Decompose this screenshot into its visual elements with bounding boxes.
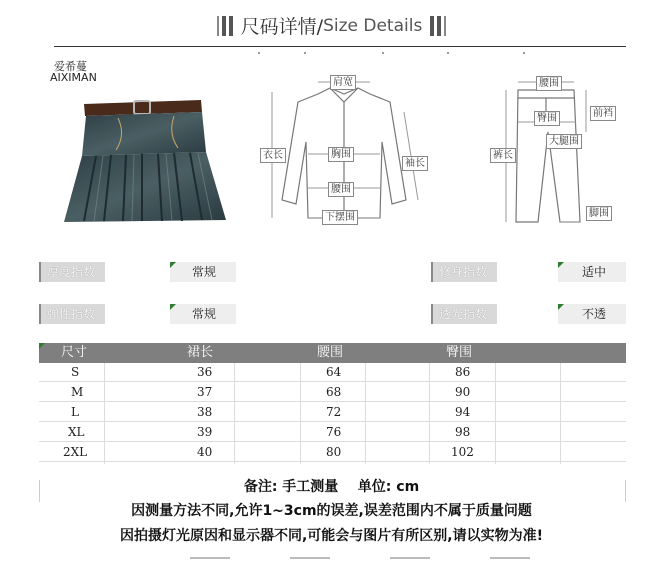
cell-waist: 76 <box>326 425 342 439</box>
shirt-label-waist: 腰围 <box>328 182 354 197</box>
cell-hip: 86 <box>455 365 471 379</box>
table-row <box>39 403 626 422</box>
index-thickness-value-box <box>170 262 236 282</box>
pants-label-hem: 脚围 <box>586 206 612 221</box>
title-bars-right-icon <box>430 16 446 36</box>
cell-hip: 98 <box>455 425 471 439</box>
header-size: 尺寸 <box>61 345 88 360</box>
shirt-label-shoulder: 肩宽 <box>330 75 356 90</box>
shirt-label-chest: 胸围 <box>328 147 354 162</box>
table-row <box>39 443 626 462</box>
pants-label-hip: 臀围 <box>534 111 560 126</box>
pants-label-length: 裤长 <box>490 148 516 163</box>
cell-waist: 64 <box>326 365 342 379</box>
shirt-measurement-diagram <box>258 72 433 230</box>
table-row <box>39 363 626 382</box>
index-transparency-label: 透光指数 <box>439 307 488 321</box>
header-waist: 腰围 <box>317 345 344 360</box>
index-fit <box>431 262 497 282</box>
brand-name-en: AIXIMAN <box>50 71 97 84</box>
title-bars-left-icon <box>217 16 233 36</box>
cell-hip: 90 <box>455 385 471 399</box>
note-color-disclaimer: 因拍摄灯光原因和显示器不同,可能会与图片有所区别,请以实物为准! <box>119 528 544 544</box>
index-elasticity <box>39 304 105 324</box>
index-transparency-value: 不透 <box>582 307 607 321</box>
index-thickness-value: 常规 <box>192 265 217 279</box>
index-fit-label: 修身指数 <box>439 265 488 279</box>
pants-measurement-diagram <box>488 72 623 230</box>
cell-size: 2XL <box>63 445 88 459</box>
index-transparency <box>431 304 497 324</box>
page-title <box>217 12 447 39</box>
index-fit-value-box <box>558 262 626 282</box>
cell-waist: 80 <box>326 445 342 459</box>
cell-skirt-length: 36 <box>197 365 213 379</box>
marker-icon <box>170 304 176 310</box>
marker-icon <box>170 262 176 268</box>
index-thickness-label: 厚度指数 <box>47 265 96 279</box>
decorative-dots <box>120 52 540 56</box>
cell-skirt-length: 40 <box>197 445 213 459</box>
index-thickness <box>39 262 105 282</box>
index-transparency-value-box <box>558 304 626 324</box>
table-row <box>39 383 626 402</box>
marker-icon <box>558 262 564 268</box>
cell-hip: 102 <box>451 445 474 459</box>
header-hip: 臀围 <box>446 345 473 360</box>
bottom-decoration <box>190 557 610 560</box>
cell-skirt-length: 38 <box>197 405 213 419</box>
note-tolerance: 因测量方法不同,允许1~3cm的误差,误差范围内不属于质量问题 <box>131 503 532 519</box>
pants-label-front-rise: 前裆 <box>590 106 616 121</box>
size-table-header <box>39 343 626 363</box>
shirt-label-hem: 下摆围 <box>322 210 358 225</box>
index-elasticity-label: 弹性指数 <box>47 307 96 321</box>
table-row <box>39 423 626 442</box>
cell-size: M <box>71 385 84 399</box>
shirt-label-length: 衣长 <box>260 148 286 163</box>
cell-waist: 72 <box>326 405 342 419</box>
index-elasticity-value-box <box>170 304 236 324</box>
pants-label-thigh: 大腿围 <box>546 134 582 149</box>
pants-label-waist: 腰围 <box>536 76 562 91</box>
shirt-label-sleeve: 袖长 <box>402 156 428 171</box>
title-cn: 尺码详情/ <box>240 16 324 38</box>
brand-name-cn: 爱希蔓 <box>54 60 87 73</box>
index-fit-value: 适中 <box>582 265 607 279</box>
title-divider <box>54 46 626 47</box>
cell-size: XL <box>68 425 85 439</box>
cell-waist: 68 <box>326 385 342 399</box>
cell-size: L <box>71 405 79 419</box>
title-en: Size Details <box>323 15 423 36</box>
index-elasticity-value: 常规 <box>192 307 217 321</box>
cell-skirt-length: 37 <box>197 385 213 399</box>
note-measurement: 备注: 手工测量 单位: cm <box>243 479 420 495</box>
cell-hip: 94 <box>455 405 471 419</box>
cell-skirt-length: 39 <box>197 425 213 439</box>
header-skirt-length: 裙长 <box>187 345 214 360</box>
cell-size: S <box>71 365 80 379</box>
marker-icon <box>558 304 564 310</box>
skirt-photo <box>56 90 231 230</box>
marker-icon <box>39 343 45 349</box>
page-header <box>0 12 663 46</box>
